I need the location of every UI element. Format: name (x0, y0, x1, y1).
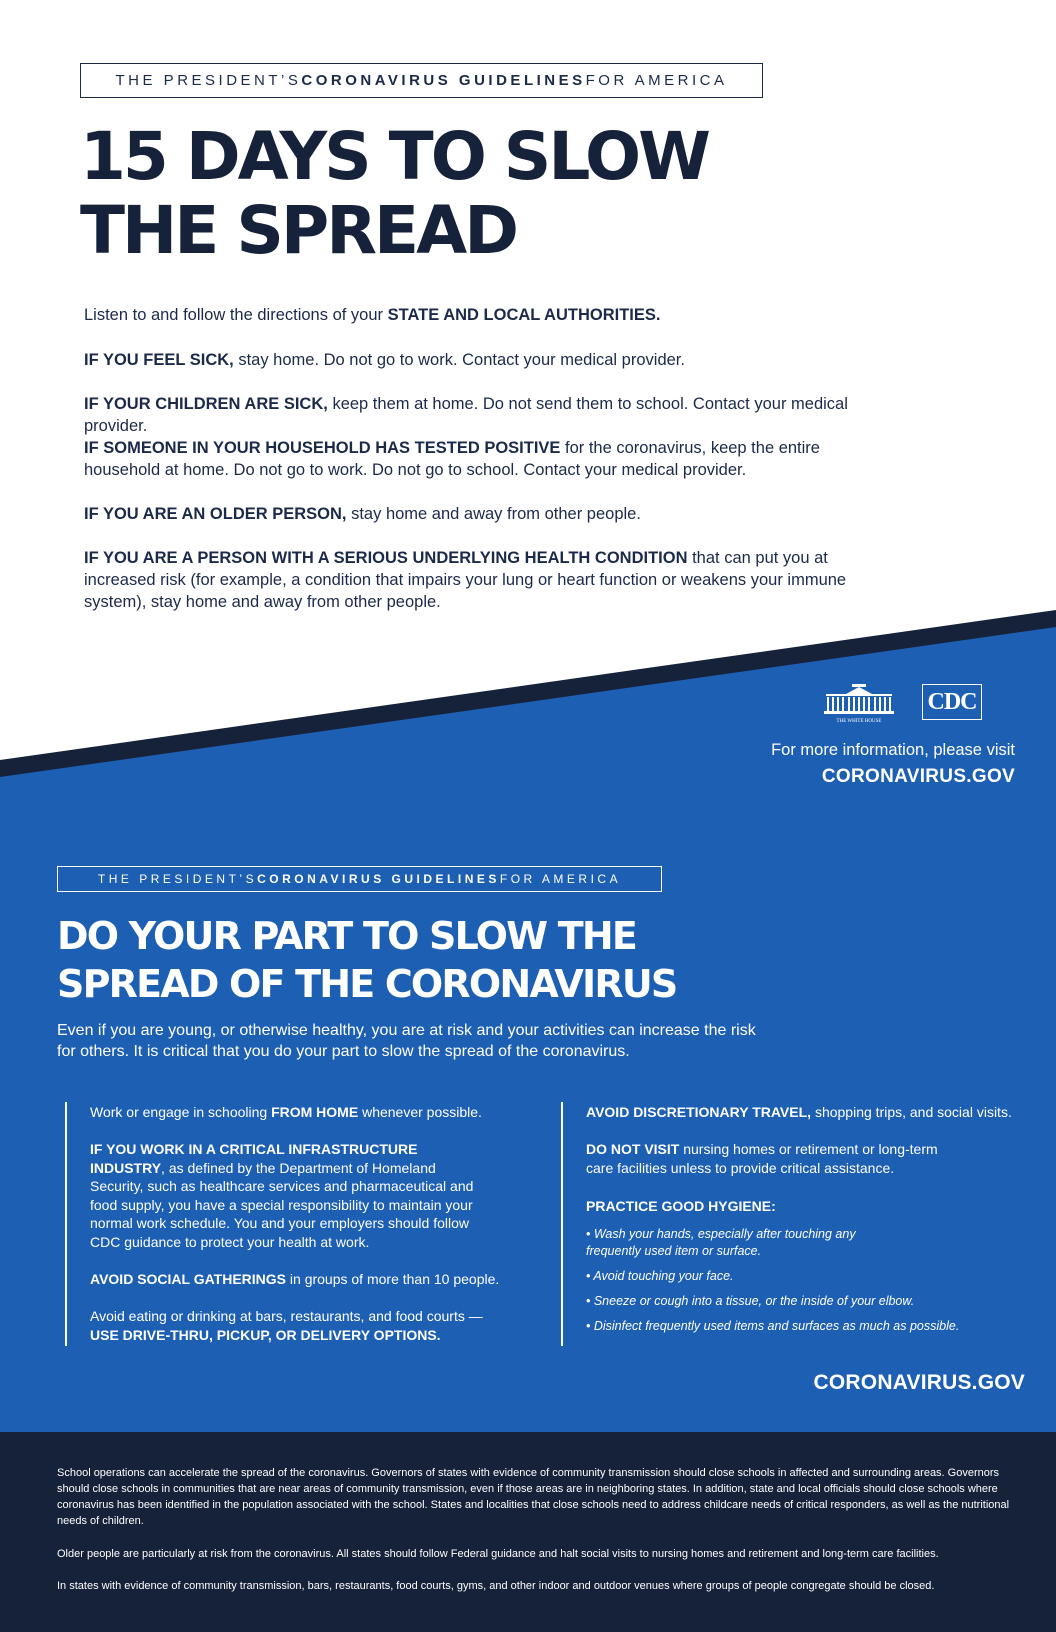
section2-title-line2: SPREAD OF THE CORONAVIRUS (57, 962, 677, 1006)
coronavirus-gov-link[interactable]: CORONAVIRUS.GOV (813, 1371, 1025, 1394)
page-title-line1: 15 DAYS TO SLOW (80, 118, 708, 195)
right-item-1: AVOID DISCRETIONARY TRAVEL, shopping trips, and social visits. (586, 1104, 1012, 1120)
section2-title-line1: DO YOUR PART TO SLOW THE (57, 914, 636, 958)
footer-paragraph-2: Older people are particularly at risk from the coronavirus. All states should follow Federal guidance and halt social visits to nursing homes and retirement and long-term care facilities. (57, 1548, 939, 1560)
guideline-5: IF YOU ARE AN OLDER PERSON, stay home and away from other people. (84, 505, 641, 523)
section2-intro: Even if you are young, or otherwise healthy, you are at risk and your activities can increase the risk for others. It is critical that you do your part to slow the spread of the coronavirus. (57, 1022, 756, 1060)
left-item-3: AVOID SOCIAL GATHERINGS in groups of more than 10 people. (90, 1271, 500, 1287)
cdc-logo: CDC (922, 684, 982, 720)
header-tag-prefix: THE PRESIDENT’S (115, 72, 302, 89)
footer-paragraph-3: In states with evidence of community transmission, bars, restaurants, food courts, gyms, and other indoor and outdoor venues where groups of people congregate should be closed. (57, 1580, 935, 1592)
left-column-rule (65, 1102, 67, 1346)
guideline-3: IF YOUR CHILDREN ARE SICK, keep them at home. Do not send them to school. Contact your medical provider. (84, 395, 848, 435)
header-tag-bold: CORONAVIRUS GUIDELINES (301, 72, 586, 89)
hygiene-bullet-2: • Avoid touching your face. (586, 1269, 734, 1283)
right-item-3: PRACTICE GOOD HYGIENE: (586, 1198, 776, 1214)
guideline-2: IF YOU FEEL SICK, stay home. Do not go to work. Contact your medical provider. (84, 351, 685, 369)
section2-tag-suffix: FOR AMERICA (499, 872, 622, 886)
guideline-4: IF SOMEONE IN YOUR HOUSEHOLD HAS TESTED POSITIVE for the coronavirus, keep the entire household at home. Do not go to work. Do not go to school. Contact your medical provider. (84, 439, 820, 479)
guideline-1: Listen to and follow the directions of your STATE AND LOCAL AUTHORITIES. (84, 306, 661, 324)
footer (0, 1432, 1056, 1632)
section2-tag-prefix: THE PRESIDENT’S (97, 872, 258, 886)
guideline-6: IF YOU ARE A PERSON WITH A SERIOUS UNDERLYING HEALTH CONDITION that can put you at increased risk (for example, a condition that impairs your lung or heart function or weakens your immune system), stay home and away from other people. (84, 549, 847, 611)
white-house-caption: THE WHITE HOUSE (836, 719, 882, 724)
more-info-text: For more information, please visit (771, 741, 1015, 759)
left-item-4: Avoid eating or drinking at bars, restaurants, and food courts — USE DRIVE-THRU, PICKUP, OR DELIVERY OPTIONS. (90, 1308, 483, 1343)
more-info-url-link[interactable]: CORONAVIRUS.GOV (821, 766, 1015, 787)
hygiene-bullet-1: • Wash your hands, especially after touching any frequently used item or surface. (586, 1227, 856, 1258)
agency-logos (822, 682, 982, 724)
left-item-2: IF YOU WORK IN A CRITICAL INFRASTRUCTURE INDUSTRY, as defined by the Department of Homeland Security, such as healthcare services and pharmaceutical and food supply, you have a special responsibility to maintain your normal work schedule. You and your employers should follow CDC guidance to protect your health at work. (90, 1141, 474, 1250)
white-house-logo (822, 682, 896, 724)
page-title (80, 120, 900, 268)
page-title-line2: THE SPREAD (80, 192, 516, 269)
section2-title (57, 912, 957, 1008)
left-item-1: Work or engage in schooling FROM HOME whenever possible. (90, 1104, 482, 1120)
right-column-rule (561, 1102, 563, 1346)
right-item-2: DO NOT VISIT nursing homes or retirement or long-term care facilities unless to provide critical assistance. (586, 1141, 938, 1176)
header-tag (80, 63, 763, 98)
hygiene-bullet-3: • Sneeze or cough into a tissue, or the inside of your elbow. (586, 1294, 915, 1308)
hygiene-bullet-4: • Disinfect frequently used items and surfaces as much as possible. (586, 1319, 960, 1333)
footer-paragraph-1: School operations can accelerate the spread of the coronavirus. Governors of states with evidence of community transmission should close schools in affected and surrounding areas. Governors should close schools in communities that are near areas of community transmission, even if those areas are in neighboring states. In addition, state and local officials should close schools where coronavirus has been identified in the population associated with the school. States and localities that close schools need to address childcare needs of critical responders, as well as the nutritional needs of children. (57, 1467, 1010, 1527)
section2-tag (57, 866, 662, 892)
header-tag-suffix: FOR AMERICA (585, 72, 728, 89)
section2-tag-bold: CORONAVIRUS GUIDELINES (257, 872, 500, 886)
